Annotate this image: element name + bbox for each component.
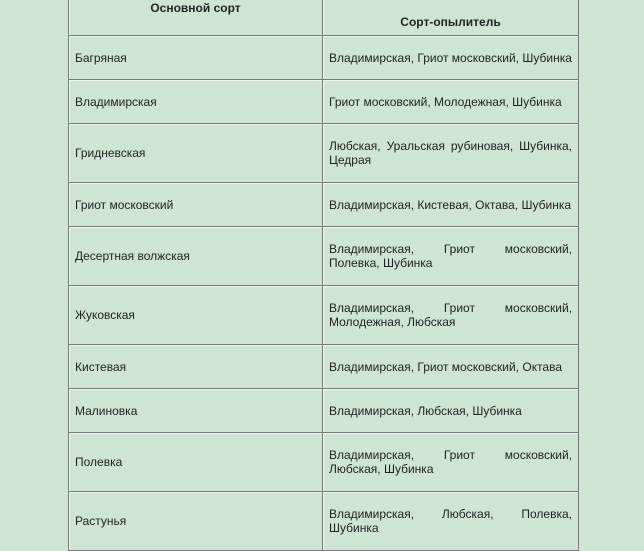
table-header-row <box>69 0 579 36</box>
pollinators-cell: Владимирская, Гриот московский, Полевка, Шубинка <box>323 227 579 286</box>
pollinators-cell: Владимирская, Любская, Полевка, Шубинка <box>323 492 579 551</box>
table-row <box>69 36 579 80</box>
table-row <box>69 183 579 227</box>
table-row <box>69 286 579 345</box>
pollinators-cell: Гриот московский, Молодежная, Шубинка <box>323 80 579 124</box>
table-row <box>69 227 579 286</box>
variety-cell: Жуковская <box>69 286 323 345</box>
variety-cell: Кистевая <box>69 345 323 389</box>
table-row <box>69 124 579 183</box>
header-pollinator: Сорт-опылитель <box>323 0 579 36</box>
pollinators-cell: Владимирская, Кистевая, Октава, Шубинка <box>323 183 579 227</box>
header-main-variety: Основной сорт <box>69 0 323 36</box>
variety-cell: Полевка <box>69 433 323 492</box>
pollinator-table <box>68 0 579 551</box>
variety-cell: Владимирская <box>69 80 323 124</box>
table-row <box>69 433 579 492</box>
table-row <box>69 492 579 551</box>
variety-cell: Растунья <box>69 492 323 551</box>
table-row <box>69 345 579 389</box>
pollinators-cell: Владимирская, Любская, Шубинка <box>323 389 579 433</box>
table-row <box>69 80 579 124</box>
pollinators-cell: Любская, Уральская рубиновая, Шубинка, Цедрая <box>323 124 579 183</box>
pollinators-cell: Владимирская, Гриот московский, Молодежная, Любская <box>323 286 579 345</box>
variety-cell: Багряная <box>69 36 323 80</box>
variety-cell: Десертная волжская <box>69 227 323 286</box>
pollinators-cell: Владимирская, Гриот московский, Шубинка <box>323 36 579 80</box>
pollinators-cell: Владимирская, Гриот московский, Октава <box>323 345 579 389</box>
variety-cell: Гриот московский <box>69 183 323 227</box>
pollinators-cell: Владимирская, Гриот московский, Любская, Шубинка <box>323 433 579 492</box>
variety-cell: Гридневская <box>69 124 323 183</box>
table-row <box>69 389 579 433</box>
variety-cell: Малиновка <box>69 389 323 433</box>
